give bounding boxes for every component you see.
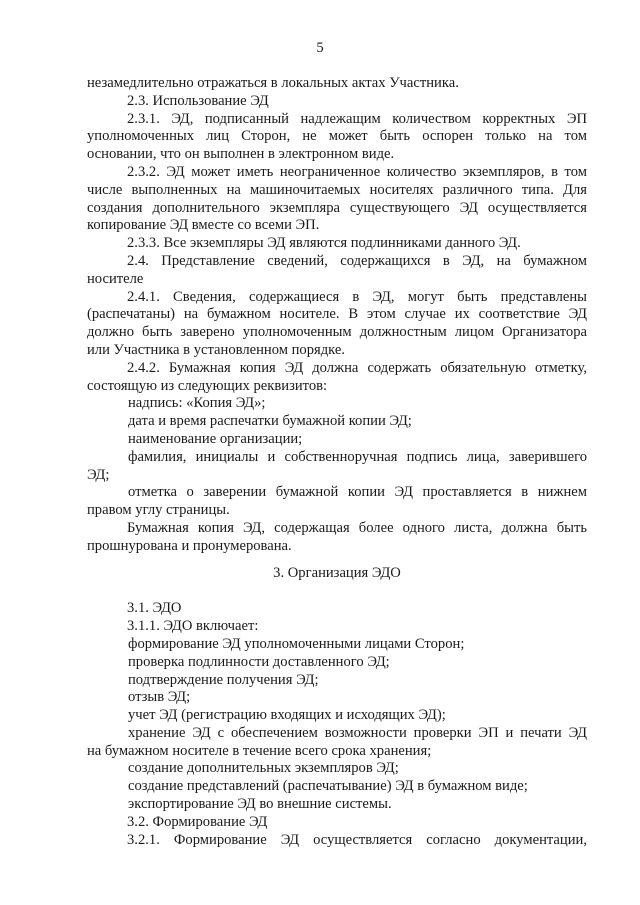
text-line: числе выполненных на машиночитаемых носителях различного типа. Для: [87, 181, 587, 198]
text-line: должно быть заверено уполномоченным должностным лицом Организатора: [87, 324, 587, 341]
list-item: наименование организации;: [128, 430, 303, 447]
list-item: подтверждение получения ЭД;: [128, 671, 319, 688]
section-heading: 3. Организация ЭДО: [273, 564, 401, 581]
list-item: правом углу страницы.: [87, 502, 230, 519]
text-line: 3.2.1. Формирование ЭД осуществляется согласно документации,: [127, 831, 587, 848]
list-item: отметка о заверении бумажной копии ЭД проставляется в нижнем: [128, 484, 587, 501]
list-item: формирование ЭД уполномоченными лицами Сторон;: [128, 635, 465, 652]
list-item: фамилия, инициалы и собственноручная подпись лица, заверившего: [128, 448, 587, 465]
text-line: незамедлительно отражаться в локальных актах Участника.: [87, 75, 459, 91]
document-body: [87, 75, 587, 849]
subsection-heading: 2.4. Представление сведений, содержащихся в ЭД, на бумажном: [127, 252, 587, 269]
text-line: прошнурована и пронумерована.: [87, 537, 292, 554]
list-item: создание дополнительных экземпляров ЭД;: [128, 760, 399, 777]
text-line: создания дополнительного экземпляра существующего ЭД осуществляется: [87, 199, 587, 216]
text-line: 2.3.2. ЭД может иметь неограниченное количество экземпляров, в том: [127, 163, 587, 180]
text-line: (распечатаны) на бумажном носителе. В этом случае их соответствие ЭД: [87, 306, 587, 323]
page-number: 5: [316, 40, 324, 56]
text-line: 2.3.3. Все экземпляры ЭД являются подлинниками данного ЭД.: [127, 235, 521, 252]
list-item: надпись: «Копия ЭД»;: [128, 395, 266, 412]
spacer: [87, 582, 587, 600]
text-line: уполномоченных лиц Сторон, не может быть оспорен только на том: [87, 128, 587, 145]
list-item: дата и время распечатки бумажной копии ЭД;: [128, 413, 412, 430]
text-line: 2.3.1. ЭД, подписанный надлежащим количеством корректных ЭП: [127, 110, 587, 127]
subsection-heading: 3.2. Формирование ЭД: [127, 813, 268, 830]
list-item: проверка подлинности доставленного ЭД;: [128, 653, 390, 670]
list-item: экспортирование ЭД во внешние системы.: [128, 796, 392, 813]
text-line: 3.1.1. ЭДО включает:: [127, 618, 259, 635]
spacer: [87, 556, 587, 565]
text-line: 2.4.2. Бумажная копия ЭД должна содержать обязательную отметку,: [127, 359, 587, 376]
list-item: создание представлений (распечатывание) ЭД в бумажном виде;: [128, 778, 528, 795]
subsection-heading: 2.3. Использование ЭД: [127, 92, 269, 109]
text-line: состоящую из следующих реквизитов:: [87, 377, 328, 394]
text-line: или Участника в установленном порядке.: [87, 341, 345, 358]
subsection-heading: 3.1. ЭДО: [127, 600, 182, 617]
text-line: копирование ЭД вместе со всеми ЭП.: [87, 217, 320, 234]
list-item: учет ЭД (регистрацию входящих и исходящих ЭД);: [128, 707, 446, 724]
list-item: ЭД;: [87, 466, 110, 483]
text-line: 2.4.1. Сведения, содержащиеся в ЭД, могут быть представлены: [127, 288, 587, 305]
text-line: основании, что он выполнен в электронном виде.: [87, 146, 395, 163]
text-line: Бумажная копия ЭД, содержащая более одного листа, должна быть: [127, 519, 587, 536]
list-item: на бумажном носителе в течение всего срока хранения;: [87, 742, 432, 759]
list-item: отзыв ЭД;: [128, 689, 191, 706]
subsection-heading: носителе: [87, 270, 144, 287]
list-item: хранение ЭД с обеспечением возможности проверки ЭП и печати ЭД: [128, 724, 587, 741]
